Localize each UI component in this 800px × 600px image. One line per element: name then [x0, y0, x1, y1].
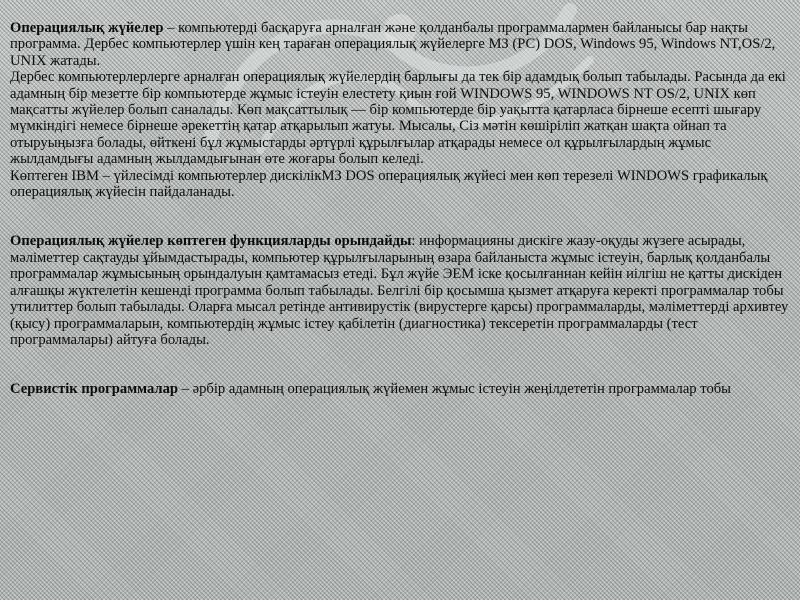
- paragraph-gap: [10, 200, 790, 233]
- paragraph-text: – әрбір адамның операциялық жүйемен жұмыс істеуін жеңілдететін программалар тобы: [178, 381, 731, 398]
- paragraph-service-programs: [10, 381, 790, 397]
- paragraph-text: – компьютерді басқаруға арналған және қолданбалы программалармен байланысы бар нақты программа. Дербес компьютерлер үшін кең тараған операциялық жүйелерге МЗ (РС) DOS, Windows 95, Windows NT,OS/2, UNIX жатады.: [10, 20, 776, 69]
- term-service-programs: Сервистік программалар: [10, 381, 179, 398]
- term-operating-systems: Операциялық жүйелер: [10, 20, 164, 36]
- term-os-functions: Операциялық жүйелер көптеген функцияларды орындайды: [10, 233, 412, 250]
- paragraph-single-user: Дербес компьютерлерлерге арналған операциялық жүйелердің барлығы да тек бір адамдық болып табылады. Расында да екі адамның бір мезетте бір компьютерде жұмыс істеуін елестету қиын ғой WINDOWS 95, WINDOWS NT OS/2, UNIX көп мақсатты жүйелер болып саналады. Көп мақсаттылық — бір компьютерде бір уақытта қатарласа бірнеше есепті шығару мүмкіндігі немесе бірнеше әрекеттің қатар атқарылып жатуы. Мысалы, Сіз мәтін көшіріліп жатқан шақта ойнап та отыруыңызға болады, өйткені бұл жұмыстарды әртүрлі құрылғылар атқарады немесе ол құрылғылардың жұмыс жылдамдығы адамның жылдамдығынан өте жоғары болып келеді.: [10, 69, 786, 168]
- document-body: [10, 20, 790, 398]
- paragraph-ibm-compatible: Көптеген IBM – үйлесімді компьютерлер дискілікМЗ DOS операциялық жүйесі мен көп терезелі WINDOWS графикалық операциялық жүйесін пайдаланады.: [10, 167, 768, 201]
- paragraph-os-functions: [10, 233, 790, 348]
- paragraph-os-definition: [10, 20, 790, 69]
- paragraph-text: : информацияны дискіге жазу-оқуды жүзеге асырады, мәліметтер сақтауды ұйымдастырады, компьютер құрылғыларының өзара байланыста жұмыс істеуін, барлық қолданбалы программалар жұмысының орындалуын қамтамасыз етеді. Бұл жүйе ЭЕМ іске қосылғаннан кейін иілгіш не қатты дискіден алғашқы жүктелетін кешенді программа болып табылады. Белгілі бір қосымша қызмет атқаруға керекті программалар тобы утилиттер болып табылады. Оларға мысал ретінде антивирустік (вирустерге қарсы) программаларды, мәліметтерді архивтеу (қысу) программаларын, компьютердің жұмыс істеу қабілетін (диагностика) тексеретін программаларды (тест программалары) айтуға болады.: [10, 233, 789, 348]
- paragraph-gap: [10, 348, 790, 381]
